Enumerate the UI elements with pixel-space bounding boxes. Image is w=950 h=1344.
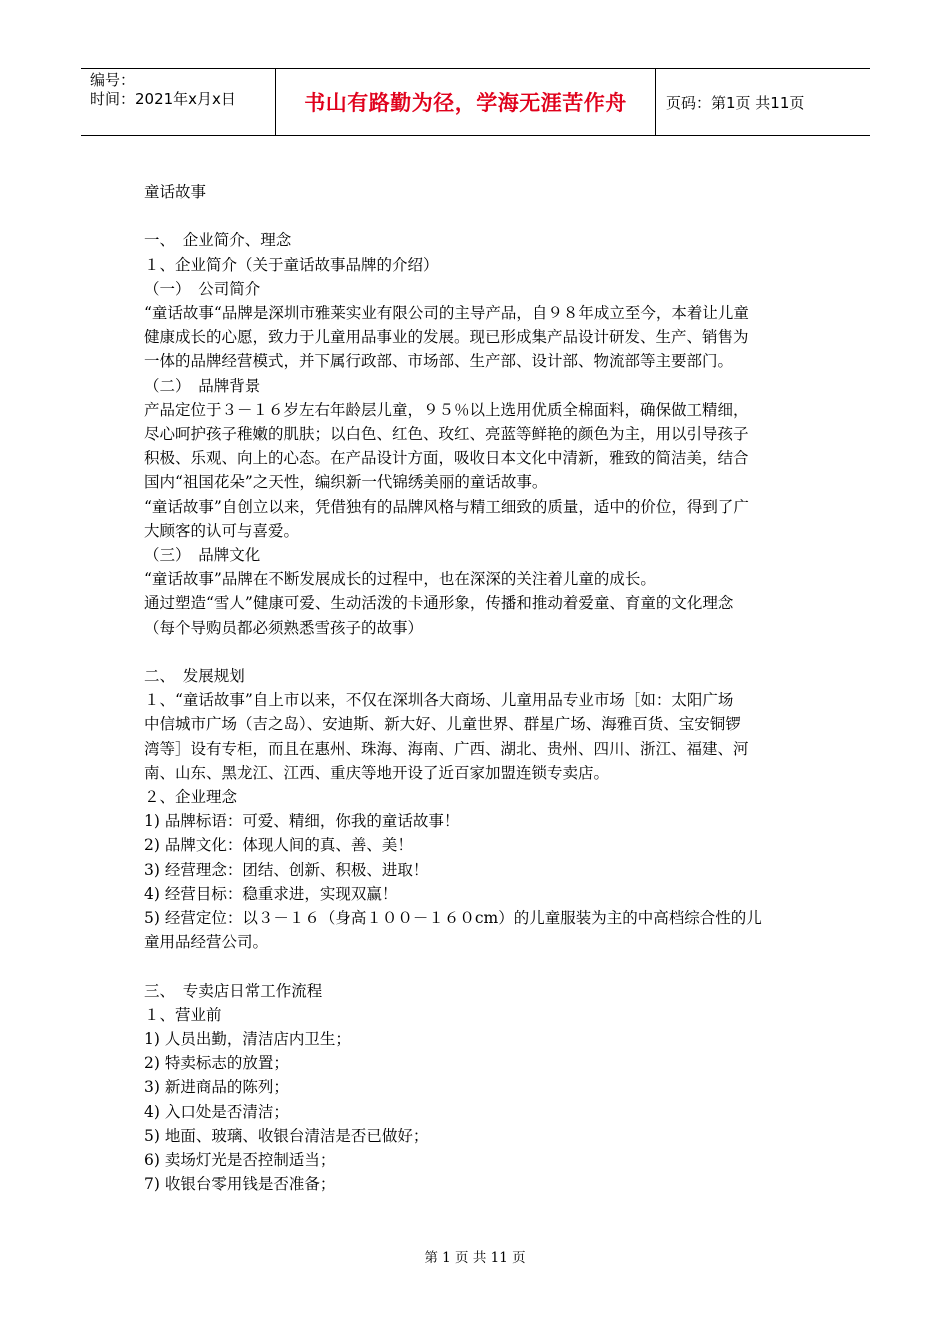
body-line: 三、 专卖店日常工作流程 bbox=[144, 981, 323, 1000]
body-line: 6) 卖场灯光是否控制适当； bbox=[144, 1151, 336, 1170]
body-line: 5) 地面、玻璃、收银台清洁是否已做好； bbox=[144, 1126, 429, 1145]
body-line: 1) 人员出勤，清洁店内卫生； bbox=[144, 1030, 351, 1049]
body-line: １、营业前 bbox=[144, 1005, 222, 1024]
body-line: “童话故事”品牌在不断发展成长的过程中，也在深深的关注着儿童的成长。 bbox=[144, 570, 656, 589]
header-number-label: 编号： bbox=[90, 71, 136, 89]
blank-line bbox=[144, 640, 812, 664]
body-line: 健康成长的心愿，致力于儿童用品事业的发展。现已形成集产品设计研发、生产、销售为 bbox=[144, 328, 749, 347]
body-line: 童话故事 bbox=[144, 183, 207, 201]
body-line: 产品定位于３－１６岁左右年龄层儿童，９５％以上选用优质全棉面料，确保做工精细， bbox=[144, 400, 749, 419]
body-line: 3) 经营理念：团结、创新、积极、进取！ bbox=[144, 860, 429, 879]
body-line: 中信城市广场（吉之岛）、安迪斯、新大好、儿童世界、群星广场、海雅百货、宝安铜锣 bbox=[144, 715, 741, 734]
body-line: “童话故事“品牌是深圳市雅莱实业有限公司的主导产品，自９８年成立至今，本着让儿童 bbox=[144, 304, 749, 322]
header-page-info: 页码：第1页 共11页 bbox=[666, 93, 805, 112]
document-header bbox=[81, 68, 870, 136]
body-line: 童用品经营公司。 bbox=[144, 933, 269, 952]
body-line: （每个导购员都必须熟悉雪孩子的故事） bbox=[144, 618, 424, 637]
body-line: 尽心呵护孩子稚嫩的肌肤；以白色、红色、玫红、亮蓝等鲜艳的颜色为主，用以引导孩子 bbox=[144, 425, 749, 444]
document-body bbox=[144, 180, 812, 1196]
body-line: 通过塑造“雪人”健康可爱、生动活泼的卡通形象，传播和推动着爱童、育童的文化理念 bbox=[144, 594, 734, 613]
header-time-label: 时间：2021年x月x日 bbox=[90, 90, 236, 108]
body-line: 4) 入口处是否清洁； bbox=[144, 1102, 289, 1121]
body-line: 国内“祖国花朵”之天性，编织新一代锦绣美丽的童话故事。 bbox=[144, 473, 548, 492]
body-line: 南、山东、黑龙江、江西、重庆等地开设了近百家加盟连锁专卖店。 bbox=[144, 763, 610, 782]
body-line: （三） 品牌文化 bbox=[144, 546, 261, 565]
body-line: 积极、乐观、向上的心态。在产品设计方面，吸收日本文化中清新，雅致的简洁美，结合 bbox=[144, 449, 749, 468]
body-line: （二） 品牌背景 bbox=[144, 376, 261, 395]
body-line: 大顾客的认可与喜爱。 bbox=[144, 521, 300, 540]
blank-line bbox=[144, 204, 812, 228]
body-line: 2) 特卖标志的放置； bbox=[144, 1054, 289, 1073]
body-line: ２、企业理念 bbox=[144, 788, 238, 807]
body-line: 5) 经营定位：以３－１６（身高１００－１６０cm）的儿童服装为主的中高档综合性的儿 bbox=[144, 909, 762, 928]
body-line: 一、 企业简介、理念 bbox=[144, 231, 292, 250]
body-line: 1) 品牌标语：可爱、精细，你我的童话故事！ bbox=[144, 812, 460, 831]
blank-line bbox=[144, 954, 812, 978]
body-line: 湾等］设有专柜，而且在惠州、珠海、海南、广西、湖北、贵州、四川、浙江、福建、河 bbox=[144, 739, 749, 758]
body-line: １、“童话故事”自上市以来，不仅在深圳各大商场、儿童用品专业市场［如：太阳广场 bbox=[144, 691, 734, 710]
header-meta-cell bbox=[81, 69, 276, 135]
body-line: 一体的品牌经营模式，并下属行政部、市场部、生产部、设计部、物流部等主要部门。 bbox=[144, 352, 734, 371]
body-line: 3) 新进商品的陈列； bbox=[144, 1078, 289, 1097]
body-line: 2) 品牌文化：体现人间的真、善、美！ bbox=[144, 836, 413, 855]
body-line: 二、 发展规划 bbox=[144, 667, 245, 686]
header-motto: 书山有路勤为径，学海无涯苦作舟 bbox=[276, 69, 656, 135]
body-line: 4) 经营目标：稳重求进，实现双赢！ bbox=[144, 884, 398, 903]
page-footer: 第 1 页 共 11 页 bbox=[424, 1250, 526, 1266]
body-line: １、企业简介（关于童话故事品牌的介绍） bbox=[144, 255, 439, 274]
body-line: 7) 收银台零用钱是否准备； bbox=[144, 1175, 336, 1194]
body-line: （一） 公司简介 bbox=[144, 279, 261, 298]
body-line: “童话故事”自创立以来，凭借独有的品牌风格与精工细致的质量，适中的价位，得到了广 bbox=[144, 497, 749, 516]
